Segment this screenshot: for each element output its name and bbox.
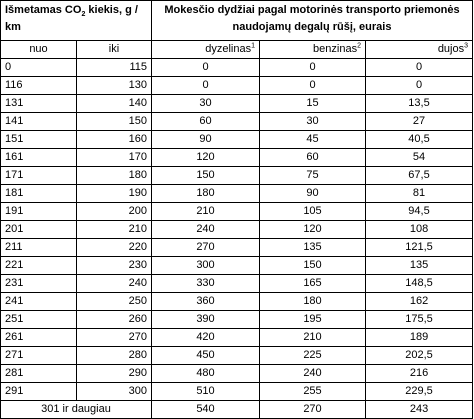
fee-header-line-1: Mokesčio dydžiai pagal motorinės transporto priemonės (164, 4, 460, 16)
diesel-header (152, 41, 260, 59)
petrol-cell: 120 (260, 221, 366, 239)
to-header: iki (77, 41, 152, 59)
from-cell: 271 (1, 347, 77, 365)
diesel-cell: 510 (152, 383, 260, 401)
petrol-footnote-mark: 2 (357, 42, 361, 50)
to-cell: 260 (77, 311, 152, 329)
diesel-cell: 0 (152, 59, 260, 77)
to-cell: 220 (77, 239, 152, 257)
petrol-cell: 195 (260, 311, 366, 329)
to-cell: 240 (77, 275, 152, 293)
petrol-cell: 75 (260, 167, 366, 185)
petrol-cell: 255 (260, 383, 366, 401)
from-header: nuo (1, 41, 77, 59)
range-cell: 301 ir daugiau (1, 401, 152, 419)
diesel-cell: 210 (152, 203, 260, 221)
petrol-cell: 0 (260, 59, 366, 77)
petrol-label: benzinas (313, 43, 358, 55)
gas-cell: 148,5 (366, 275, 473, 293)
gas-footnote-mark: 3 (464, 42, 469, 50)
gas-cell: 229,5 (366, 383, 473, 401)
table-row (1, 221, 473, 239)
fee-header-line-2: naudojamų degalų rūšį, eurais (232, 21, 392, 33)
from-cell: 211 (1, 239, 77, 257)
diesel-cell: 390 (152, 311, 260, 329)
gas-cell: 0 (366, 59, 473, 77)
from-cell: 291 (1, 383, 77, 401)
petrol-cell: 240 (260, 365, 366, 383)
to-cell: 140 (77, 95, 152, 113)
gas-cell: 121,5 (366, 239, 473, 257)
diesel-cell: 30 (152, 95, 260, 113)
co2-header-unit: km (5, 21, 21, 33)
table-body (1, 59, 473, 401)
petrol-cell: 105 (260, 203, 366, 221)
gas-cell: 27 (366, 113, 473, 131)
table-row (1, 77, 473, 95)
diesel-cell: 60 (152, 113, 260, 131)
table-row (1, 311, 473, 329)
table-row (1, 293, 473, 311)
table-row (1, 149, 473, 167)
to-cell: 230 (77, 257, 152, 275)
petrol-cell: 45 (260, 131, 366, 149)
from-cell: 221 (1, 257, 77, 275)
from-cell: 0 (1, 59, 77, 77)
from-cell: 171 (1, 167, 77, 185)
to-cell: 115 (77, 59, 152, 77)
table-row (1, 203, 473, 221)
diesel-cell: 270 (152, 239, 260, 257)
to-cell: 270 (77, 329, 152, 347)
gas-cell: 108 (366, 221, 473, 239)
petrol-cell: 150 (260, 257, 366, 275)
petrol-cell: 60 (260, 149, 366, 167)
table-row (1, 95, 473, 113)
from-cell: 131 (1, 95, 77, 113)
petrol-cell: 30 (260, 113, 366, 131)
from-cell: 281 (1, 365, 77, 383)
petrol-cell: 165 (260, 275, 366, 293)
fee-header (152, 1, 473, 41)
co2-header-prefix: Išmetamas CO (5, 4, 82, 16)
table-row (1, 365, 473, 383)
from-cell: 231 (1, 275, 77, 293)
gas-cell: 135 (366, 257, 473, 275)
table-row (1, 113, 473, 131)
gas-cell: 0 (366, 77, 473, 95)
gas-cell: 202,5 (366, 347, 473, 365)
gas-label: dujos (437, 43, 465, 55)
gas-cell: 216 (366, 365, 473, 383)
from-cell: 141 (1, 113, 77, 131)
petrol-cell: 15 (260, 95, 366, 113)
to-cell: 250 (77, 293, 152, 311)
diesel-cell: 450 (152, 347, 260, 365)
to-cell: 300 (77, 383, 152, 401)
to-cell: 190 (77, 185, 152, 203)
petrol-cell: 90 (260, 185, 366, 203)
to-cell: 150 (77, 113, 152, 131)
diesel-cell: 300 (152, 257, 260, 275)
diesel-cell: 330 (152, 275, 260, 293)
from-cell: 251 (1, 311, 77, 329)
diesel-cell: 150 (152, 167, 260, 185)
diesel-cell: 0 (152, 77, 260, 95)
from-cell: 181 (1, 185, 77, 203)
from-cell: 261 (1, 329, 77, 347)
petrol-cell: 225 (260, 347, 366, 365)
table-row (1, 347, 473, 365)
gas-cell: 54 (366, 149, 473, 167)
gas-cell: 40,5 (366, 131, 473, 149)
to-cell: 170 (77, 149, 152, 167)
petrol-cell: 135 (260, 239, 366, 257)
table-row (1, 131, 473, 149)
co2-header-suffix: kiekis, g / (85, 4, 138, 16)
table-row-last (1, 401, 473, 419)
to-cell: 160 (77, 131, 152, 149)
table-row (1, 257, 473, 275)
gas-cell: 189 (366, 329, 473, 347)
petrol-cell: 0 (260, 77, 366, 95)
diesel-cell: 480 (152, 365, 260, 383)
table-row (1, 185, 473, 203)
to-cell: 200 (77, 203, 152, 221)
gas-header (366, 41, 473, 59)
co2-header-sub: 2 (81, 11, 86, 19)
gas-cell: 175,5 (366, 311, 473, 329)
to-cell: 210 (77, 221, 152, 239)
gas-cell: 13,5 (366, 95, 473, 113)
from-cell: 241 (1, 293, 77, 311)
diesel-cell: 120 (152, 149, 260, 167)
gas-cell: 162 (366, 293, 473, 311)
from-cell: 161 (1, 149, 77, 167)
gas-cell: 243 (366, 401, 473, 419)
diesel-footnote-mark: 1 (251, 42, 255, 50)
to-cell: 180 (77, 167, 152, 185)
table-row (1, 383, 473, 401)
table-row (1, 239, 473, 257)
diesel-cell: 180 (152, 185, 260, 203)
to-cell: 280 (77, 347, 152, 365)
petrol-header (260, 41, 366, 59)
co2-emission-header (1, 1, 152, 41)
to-cell: 290 (77, 365, 152, 383)
diesel-label: dyzelinas (205, 43, 252, 55)
petrol-cell: 180 (260, 293, 366, 311)
header-row-2 (1, 41, 473, 59)
petrol-cell: 270 (260, 401, 366, 419)
table-row (1, 167, 473, 185)
diesel-cell: 360 (152, 293, 260, 311)
gas-cell: 81 (366, 185, 473, 203)
diesel-cell: 90 (152, 131, 260, 149)
from-cell: 151 (1, 131, 77, 149)
diesel-cell: 240 (152, 221, 260, 239)
from-cell: 201 (1, 221, 77, 239)
gas-cell: 94,5 (366, 203, 473, 221)
from-cell: 116 (1, 77, 77, 95)
petrol-cell: 210 (260, 329, 366, 347)
gas-cell: 67,5 (366, 167, 473, 185)
to-cell: 130 (77, 77, 152, 95)
diesel-cell: 420 (152, 329, 260, 347)
table-row (1, 275, 473, 293)
diesel-cell: 540 (152, 401, 260, 419)
table-row (1, 329, 473, 347)
table-row (1, 59, 473, 77)
from-cell: 191 (1, 203, 77, 221)
